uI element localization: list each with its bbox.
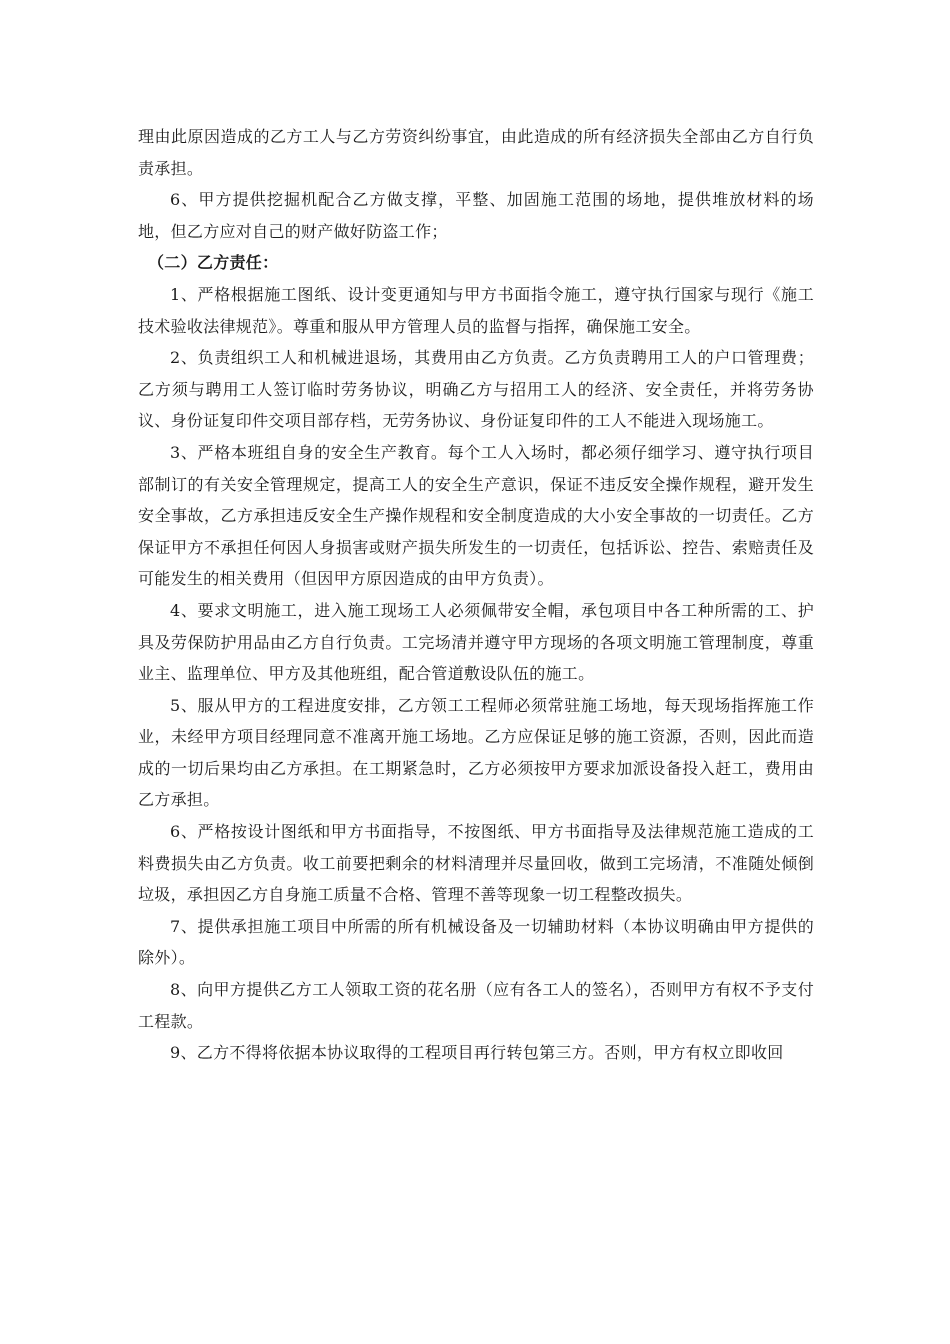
paragraph-clause-6: 6、严格按设计图纸和甲方书面指导，不按图纸、甲方书面指导及法律规范施工造成的工料费损失由乙方负责。收工前要把剩余的材料清理并尽量回收，做到工完场清，不准随处倾倒垃圾，承担因乙方自身施工质量不合格、管理不善等现象一切工程整改损失。 bbox=[138, 822, 814, 905]
paragraph-clause-2: 2、负责组织工人和机械进退场，其费用由乙方负责。乙方负责聘用工人的户口管理费；乙方须与聘用工人签订临时劳务协议，明确乙方与招用工人的经济、安全责任，并将劳务协议、身份证复印件交项目部存档，无劳务协议、身份证复印件的工人不能进入现场施工。 bbox=[138, 348, 814, 431]
paragraph-clause-7: 7、提供承担施工项目中所需的所有机械设备及一切辅助材料（本协议明确由甲方提供的除外）。 bbox=[138, 916, 814, 968]
paragraph-clause-1: 1、严格根据施工图纸、设计变更通知与甲方书面指令施工，遵守执行国家与现行《施工技术验收法律规范》。尊重和服从甲方管理人员的监督与指挥，确保施工安全。 bbox=[138, 284, 814, 336]
paragraph-clause-4: 4、要求文明施工，进入施工现场工人必须佩带安全帽，承包项目中各工种所需的工、护具及劳保防护用品由乙方自行负责。工完场清并遵守甲方现场的各项文明施工管理制度，尊重业主、监理单位、甲方及其他班组，配合管道敷设队伍的施工。 bbox=[138, 600, 814, 684]
section-heading-party-b-responsibility: （二）乙方责任： bbox=[148, 253, 279, 273]
paragraph-clause-6-excavator: 6、甲方提供挖掘机配合乙方做支撑，平整、加固施工范围的场地，提供堆放材料的场地，但乙方应对自己的财产做好防盗工作； bbox=[138, 190, 814, 241]
paragraph-clause-5: 5、服从甲方的工程进度安排，乙方领工工程师必须常驻施工场地，每天现场指挥施工作业，未经甲方项目经理同意不准离开施工场地。乙方应保证足够的施工资源，否则，因此而造成的一切后果均由乙方承担。在工期紧急时，乙方必须按甲方要求加派设备投入赶工，费用由乙方承担。 bbox=[138, 695, 814, 810]
paragraph-clause-3: 3、严格本班组自身的安全生产教育。每个工人入场时，都必须仔细学习、遵守执行项目部制订的有关安全管理规定，提高工人的安全生产意识，保证不违反安全操作规程，避开发生安全事故，乙方承担违反安全生产操作规程和安全制度造成的大小安全事故的一切责任。乙方保证甲方不承担任何因人身损害或财产损失所发生的一切责任，包括诉讼、控告、索赔责任及可能发生的相关费用（但因甲方原因造成的由甲方负责）。 bbox=[138, 442, 814, 589]
paragraph-clause-9: 9、乙方不得将依据本协议取得的工程项目再行转包第三方。否则，甲方有权立即收回 bbox=[170, 1043, 784, 1063]
paragraph-clause-8: 8、向甲方提供乙方工人领取工资的花名册（应有各工人的签名），否则甲方有权不予支付工程款。 bbox=[138, 980, 814, 1031]
paragraph-continuation: 理由此原因造成的乙方工人与乙方劳资纠纷事宜，由此造成的所有经济损失全部由乙方自行负责承担。 bbox=[138, 127, 814, 178]
document-page bbox=[138, 121, 814, 1069]
